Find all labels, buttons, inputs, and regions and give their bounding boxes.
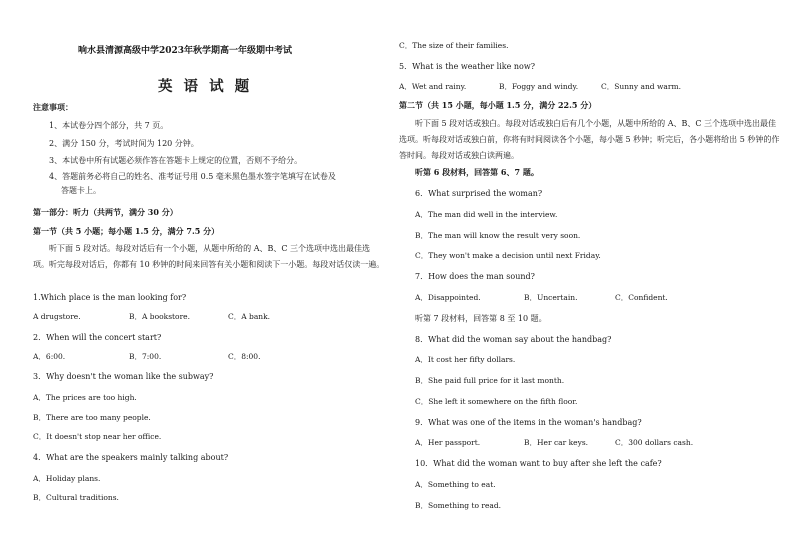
section1-instructions: 听下面 5 段对话。每段对话后有一个小题，从题中所给的 A、B、C 三个选项中选出最佳选项。听完每段对话后，你都有 10 秒钟的时间来回答有关小题和阅读下一小题。每段对话仅读一遍。 bbox=[33, 244, 385, 269]
q2-option-c: C．8:00. bbox=[228, 352, 261, 361]
part1-heading: 第一部分：听力（共两节，满分 30 分） bbox=[33, 207, 178, 217]
question-8: 8．What did the woman say about the handbag? bbox=[415, 335, 612, 344]
q6-option-c: C．They won't make a decision until next Friday. bbox=[415, 251, 601, 260]
q4-option-b: B．Cultural traditions. bbox=[33, 493, 119, 502]
question-7: 7．How does the man sound? bbox=[415, 272, 535, 281]
note-2: 2、满分 150 分，考试时间为 120 分钟。 bbox=[49, 139, 199, 148]
question-9: 9．What was one of the items in the woman's handbag? bbox=[415, 418, 642, 427]
question-3: 3．Why doesn't the woman like the subway? bbox=[33, 372, 214, 381]
q1-option-b: B．A bookstore. bbox=[129, 312, 190, 321]
q7-option-a: A．Disappointed. bbox=[415, 293, 481, 302]
note-4-cont: 答题卡上。 bbox=[61, 186, 101, 195]
q9-option-c: C．300 dollars cash. bbox=[615, 438, 694, 447]
notes-heading: 注意事项： bbox=[33, 102, 73, 112]
q6-option-b: B．The man will know the result very soon. bbox=[415, 231, 581, 240]
q3-option-a: A．The prices are too high. bbox=[33, 393, 137, 402]
q9-option-b: B．Her car keys. bbox=[524, 438, 589, 447]
question-4: 4．What are the speakers mainly talking about? bbox=[33, 453, 229, 462]
material-7-heading: 听第 7 段材料，回答第 8 至 10 题。 bbox=[415, 314, 547, 323]
q4-option-a: A．Holiday plans. bbox=[33, 474, 101, 483]
question-2: 2．When will the concert start? bbox=[33, 333, 162, 342]
note-4: 4、答题前务必将自己的姓名、准考证号用 0.5 毫米黑色墨水签字笔填写在试卷及 bbox=[49, 172, 336, 181]
question-5: 5．What is the weather like now? bbox=[399, 62, 536, 71]
q8-option-a: A．It cost her fifty dollars. bbox=[415, 355, 516, 364]
material-6-heading: 听第 6 段材料，回答第 6、7 题。 bbox=[415, 167, 539, 177]
q5-option-b: B．Foggy and windy. bbox=[499, 82, 579, 91]
q8-option-c: C．She left it somewhere on the fifth floor. bbox=[415, 397, 578, 406]
subject-title: 英 语 试 题 bbox=[158, 78, 253, 95]
question-1: 1.Which place is the man looking for? bbox=[33, 293, 187, 302]
q9-option-a: A．Her passport. bbox=[415, 438, 481, 447]
q3-option-c: C．It doesn't stop near her office. bbox=[33, 432, 162, 441]
q7-option-b: B．Uncertain. bbox=[524, 293, 578, 302]
section2-heading: 第二节（共 15 小题，每小题 1.5 分，满分 22.5 分） bbox=[399, 100, 597, 110]
q1-option-c: C．A bank. bbox=[228, 312, 271, 321]
question-10: 10．What did the woman want to buy after she left the cafe? bbox=[415, 459, 662, 468]
school-title: 响水县清源高级中学2023年秋学期高一年级期中考试 bbox=[78, 46, 293, 56]
q5-option-a: A．Wet and rainy. bbox=[399, 82, 467, 91]
note-1: 1、本试卷分四个部分，共 7 页。 bbox=[49, 121, 169, 130]
section2-instructions: 听下面 5 段对话或独白。每段对话或独白后有几个小题，从题中所给的 A、B、C 三个选项中选出最佳选项。听每段对话或独白前，你将有时间阅读各个小题，每小题 5 秒钟；听完后，各小题将给出 5 秒钟的作答时间。每段对话或独白读两遍。 bbox=[399, 119, 780, 160]
q10-option-b: B．Something to read. bbox=[415, 501, 502, 510]
q4-option-c: C．The size of their families. bbox=[399, 41, 509, 50]
q2-option-a: A．6:00. bbox=[33, 352, 66, 361]
q3-option-b: B．There are too many people. bbox=[33, 413, 151, 422]
question-6: 6．What surprised the woman? bbox=[415, 189, 543, 198]
q2-option-b: B．7:00. bbox=[129, 352, 162, 361]
q10-option-a: A．Something to eat. bbox=[415, 480, 496, 489]
section1-heading: 第一节（共 5 小题；每小题 1.5 分，满分 7.5 分） bbox=[33, 226, 220, 236]
note-3: 3、本试卷中所有试题必须作答在答题卡上规定的位置，否则不予给分。 bbox=[49, 156, 303, 165]
q5-option-c: C．Sunny and warm. bbox=[601, 82, 681, 91]
q8-option-b: B．She paid full price for it last month. bbox=[415, 376, 565, 385]
q1-option-a: A drugstore. bbox=[33, 312, 81, 321]
q7-option-c: C．Confident. bbox=[615, 293, 668, 302]
q6-option-a: A．The man did well in the interview. bbox=[415, 210, 558, 219]
